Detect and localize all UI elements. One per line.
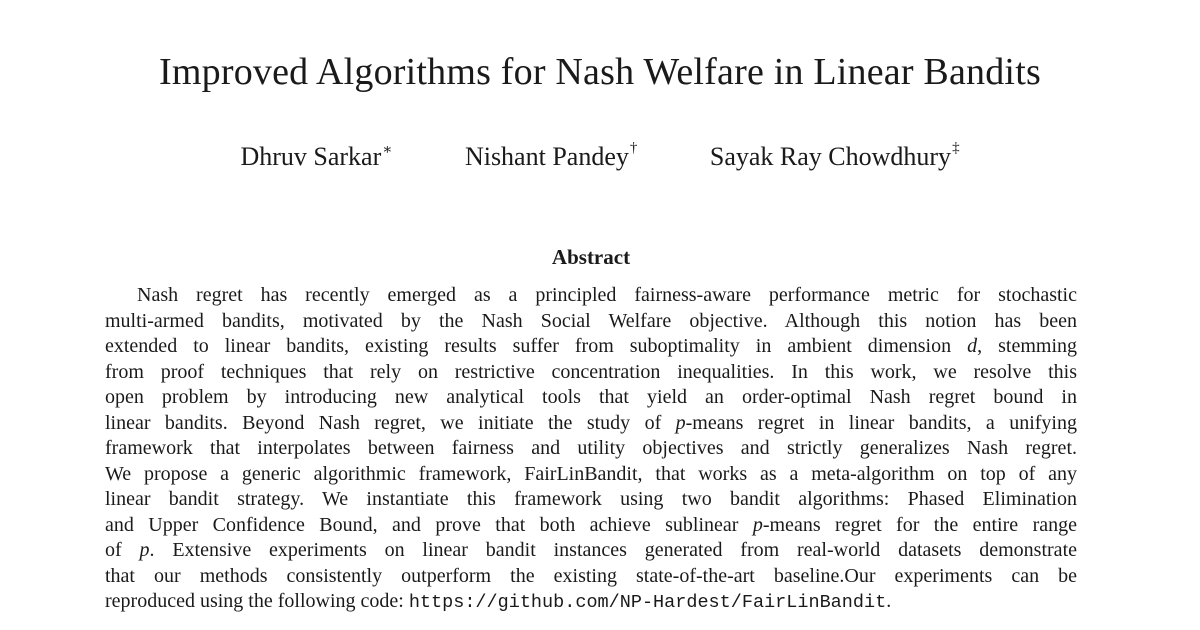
author-3 [710, 142, 960, 172]
code-url-link[interactable]: https://github.com/NP-Hardest/FairLinBandit [408, 592, 887, 613]
abstract-line: that our methods consistently outperform the existing state-of-the-art baseline.Our experiments can be [105, 564, 1077, 587]
abstract-text: reproduced using the following code: [105, 590, 409, 612]
author-1 [240, 142, 392, 172]
abstract-text: , stemming [977, 335, 1077, 357]
author-3-name: Sayak Ray Chowdhury [709, 142, 952, 171]
abstract-line [105, 589, 1077, 616]
abstract-body [105, 283, 1077, 616]
abstract-line [105, 513, 1077, 539]
abstract-line: Nash regret has recently emerged as a principled fairness-aware performance metric for stochastic [137, 284, 1077, 306]
abstract-line: from proof techniques that rely on restrictive concentration inequalities. In this work, we resolve this [105, 360, 1077, 383]
abstract-heading: Abstract [551, 245, 631, 269]
abstract-text: . Extensive experiments on linear bandit instances generated from real-world datasets demonstrate [149, 539, 1077, 561]
abstract-text: . [886, 590, 892, 612]
abstract-line: open problem by introducing new analytical tools that yield an order-optimal Nash regret bound in [105, 386, 1077, 408]
abstract-text: and Upper Confidence Bound, and prove that both achieve sublinear [105, 513, 753, 536]
math-variable: p [675, 411, 686, 434]
abstract-line [105, 334, 1077, 360]
author-1-name: Dhruv Sarkar [240, 142, 382, 171]
abstract-line [105, 538, 1077, 564]
abstract-line [105, 411, 1077, 437]
math-variable: p [139, 539, 150, 561]
author-2-mark: † [629, 140, 638, 156]
abstract-text: linear bandits. Beyond Nash regret, we initiate the study of [105, 411, 676, 434]
abstract-line: linear bandit strategy. We instantiate this framework using two bandit algorithms: Phased Elimination [105, 488, 1077, 510]
abstract-line: multi-armed bandits, motivated by the Nash Social Welfare objective. Although this notion has been [105, 309, 1077, 332]
paper-title: Improved Algorithms for Nash Welfare in Linear Bandits [159, 51, 1041, 93]
abstract-text: extended to linear bandits, existing results suffer from suboptimality in ambient dimension [105, 335, 968, 357]
author-2-name: Nishant Pandey [464, 142, 629, 171]
math-variable: d [967, 335, 978, 357]
author-list [0, 142, 1200, 172]
abstract-text: -means regret in linear bandits, a unifying [685, 411, 1077, 434]
author-3-mark: ‡ [952, 140, 960, 156]
abstract-line: We propose a generic algorithmic framework, FairLinBandit, that works as a meta-algorithm on top of any [105, 462, 1077, 485]
abstract-text: -means regret for the entire range [762, 513, 1077, 536]
author-1-mark: ∗ [382, 142, 393, 158]
abstract-line: framework that interpolates between fairness and utility objectives and strictly generalizes Nash regret. [105, 437, 1077, 459]
author-2 [465, 142, 637, 172]
abstract-text: of [105, 539, 140, 561]
math-variable: p [752, 513, 763, 536]
